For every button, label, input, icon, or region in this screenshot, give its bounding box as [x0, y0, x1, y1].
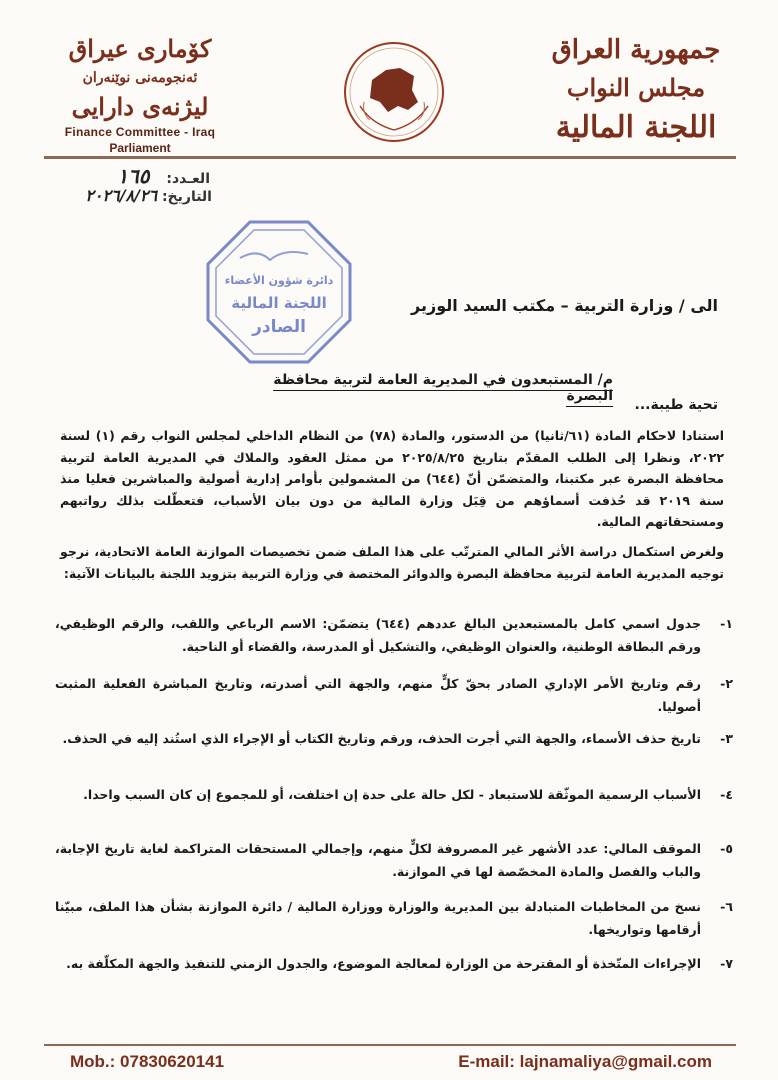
list-item [55, 952, 733, 975]
letter-subject-text: م/ المستبعدون في المديرية العامة لتربية محافظة البصرة [273, 372, 613, 407]
reference-number-label: العـدد: [166, 171, 210, 187]
footer-divider [44, 1044, 736, 1046]
republic-name-kurdish: کۆماری عیراق [68, 34, 212, 63]
header-divider [44, 156, 736, 159]
list-item-text: الأسباب الرسمية الموثّقة للاستبعاد - لكل حالة على حدة إن اختلفت، أو للمجموع إن كان السبب واحدا. [83, 787, 701, 802]
list-item [55, 837, 733, 883]
letter-subject [233, 372, 613, 404]
committee-name-arabic: اللجنة المالية [555, 110, 717, 145]
list-item [55, 612, 733, 658]
stamp-line-2: اللجنة المالية [231, 294, 327, 312]
committee-name-kurdish: لیژنەی دارایی [71, 92, 209, 121]
list-item-number: ٧- [720, 956, 733, 971]
list-item [55, 727, 733, 750]
letter-paragraph-2: ولغرض استكمال دراسة الأثر المالي المترتّب على هذا الملف ضمن تخصيصات الموازنة العامة الاتحادية، نرجو توجيه المديرية العامة لتربية محافظة البصرة والدوائر المختصة في وزارة التربية بتزويد اللجنة بالبيانات الآتية: [60, 544, 724, 581]
reference-date-value: ٢٠٢٦/٨/٢٦ [85, 186, 158, 205]
letter-paragraph-1: استنادا لاحكام المادة (٦١/ثانيا) من الدستور، والمادة (٧٨) من النظام الداخلي لمجلس النواب رقم (١) لسنة ٢٠٢٢، ونظرا إلى الطلب المقدّم بتاريخ ٢٠٢٥/٨/٢٥ من ممثل العقود والملاك في المديرية العامة لتربية محافظة البصرة عبر مكتبنا، والمتضمّن أنّ (٦٤٤) من المشمولين بأوامر إدارية أصولية والمباشرين فعليا منذ سنة ٢٠١٩ قد حُذفت أسماؤهم من قِبَل وزارة المالية من دون بيان الأسباب، فتعطّلت بذلك رواتبهم ومستحقاتهم المالية. [60, 428, 725, 529]
parliament-emblem-icon [342, 40, 446, 144]
stamp-line-3: الصادر [252, 317, 306, 337]
letter-recipient: الى / وزارة التربية – مكتب السيد الوزير [411, 296, 718, 315]
parliament-name-arabic: مجلس النواب [566, 73, 706, 102]
stamp-line-1: دائرة شؤون الأعضاء [224, 274, 334, 287]
reference-number-value: ١٦٥ [117, 164, 150, 188]
list-item-text: تاريخ حذف الأسماء، والجهة التي أجرت الحذف، ورقم وتاريخ الكتاب أو الإجراء الذي استُند إليه في الحذف. [62, 731, 701, 746]
reference-date-label: التاريخ: [161, 189, 212, 205]
list-item-number: ٣- [720, 731, 733, 746]
list-item-number: ٢- [720, 676, 733, 691]
kurdish-english-letterhead [40, 32, 240, 156]
list-item-text: رقم وتاريخ الأمر الإداري الصادر بحقّ كلٍّ منهم، والجهة التي أصدرته، وتاريخ المباشرة الفعلية المثبت أصوليا. [55, 676, 701, 714]
list-item-number: ٥- [720, 841, 733, 856]
republic-name-arabic: جمهورية العراق [551, 35, 721, 65]
parliament-name-kurdish: ئەنجومەنی نوێنەران [82, 70, 198, 86]
list-item [55, 783, 733, 806]
arabic-letterhead [536, 30, 736, 150]
reference-number [70, 164, 210, 188]
list-item [55, 895, 733, 941]
committee-name-english: Finance Committee - Iraq [64, 125, 216, 139]
parliament-name-english: Parliament [109, 141, 171, 155]
list-item-text: الموقف المالي: عدد الأشهر غير المصروفة لكلٍّ منهم، وإجمالي المستحقات المتراكمة لغاية تاريخ الإجابة، والباب والفصل والمادة المخصّصة لها في الموازنة. [55, 841, 701, 879]
footer-mobile: Mob.: 07830620141 [70, 1052, 225, 1071]
reference-date [62, 186, 212, 205]
list-item [55, 672, 733, 718]
list-item-number: ١- [720, 616, 733, 631]
office-stamp-icon [204, 218, 354, 366]
footer-email: E-mail: lajnamaliya@gmail.com [458, 1052, 712, 1071]
list-item-text: نسخ من المخاطبات المتبادلة بين المديرية والوزارة ووزارة المالية / دائرة الموازنة بشأن هذا الملف، مبيّنا أرقامها وتواريخها. [55, 899, 701, 937]
list-item-text: الإجراءات المتّخذة أو المقترحة من الوزارة لمعالجة الموضوع، والجدول الزمني للتنفيذ والجهة المكلّفة به. [66, 956, 701, 971]
list-item-text: جدول اسمي كامل بالمستبعدين البالغ عددهم (٦٤٤) يتضمّن: الاسم الرباعي واللقب، والرقم الوظيفي، ورقم البطاقة الوطنية، والعنوان الوظيفي، والتشكيل أو المدرسة، والقضاء أو الناحية. [55, 616, 701, 654]
list-item-number: ٦- [720, 899, 733, 914]
list-item-number: ٤- [720, 787, 733, 802]
letter-greeting: تحية طيبة... [634, 397, 718, 413]
